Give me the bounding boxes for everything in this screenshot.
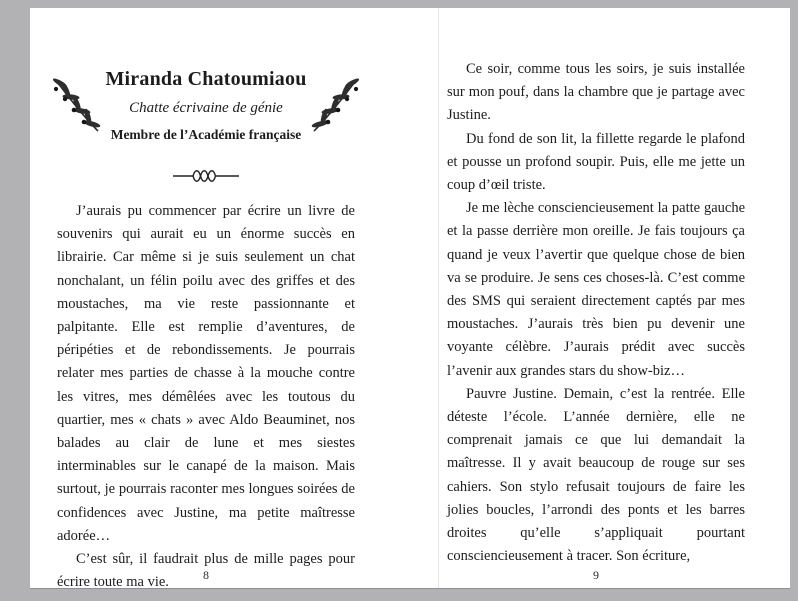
squiggle-divider-icon xyxy=(171,168,241,184)
olive-branch-left-icon xyxy=(48,77,102,135)
chapter-membership: Membre de l’Académie française xyxy=(110,127,302,142)
right-page-text xyxy=(447,58,745,568)
paragraph: J’aurais pu commencer par écrire un livre de souvenirs qui aurait eu un énorme succès en librairie. Car même si je suis seulement un chat nonchalant, un félin poilu avec des griffes et des moustaches, ma vie reste passionnante et palpitante. Elle est remplie d’aventures, de péripéties et de rebondissements. Je pourrais relater mes parties de chasse à la mouche contre les vitres, mes démêlées avec les toutous du quartier, mes « chats » avec Aldo Beauminet, nos balades au clair de lune et mes siestes interminables sur le canapé de la maison. Mais surtout, je pourrais raconter mes longues soirées de confidences avec Justine, ma petite maîtresse adorée… xyxy=(57,203,355,544)
chapter-title-block xyxy=(105,68,306,143)
paragraph: Du fond de son lit, la fillette regarde le plafond et pousse un profond soupir. Puis, elle me jette un coup d’œil triste. xyxy=(447,130,745,194)
paragraph: Je me lèche consciencieusement la patte gauche et la passe derrière mon oreille. Je fais toujours ça quand je veux l’avertir que quelque chose de bien va se produire. Je sens ces choses-là. C’est comme des SMS qui seraient directement captés par mes moustaches. J’aurais très bien pu devenir une voyante célèbre. J’aurais prédit avec succès l’avenir aux grandes stars du show-biz… xyxy=(447,200,745,379)
paragraph: C’est sûr, il faudrait plus de mille pages pour écrire toute ma vie. xyxy=(57,551,355,591)
page-gutter-line xyxy=(438,8,439,588)
olive-branch-right-icon xyxy=(310,77,364,135)
book-spread xyxy=(30,8,790,591)
paragraph: Pauvre Justine. Demain, c’est la rentrée. Elle déteste l’école. L’année dernière, elle ne comprenait jamais ce que lui demandait la maîtresse. Il y avait beaucoup de rouge sur ses cahiers. Son stylo refusait toujours de faire les jolies boucles, l’arrondi des ponts et les barres droites qu’elle s’appliquait pourtant consciencieusement à tracer. Son écriture, xyxy=(447,385,745,565)
chapter-subtitle: Chatte écrivaine de génie xyxy=(129,100,283,116)
left-page-text xyxy=(57,200,355,594)
chapter-title: Miranda Chatoumiaou xyxy=(105,68,307,90)
chapter-header xyxy=(40,68,372,143)
left-page-number: 8 xyxy=(203,568,209,582)
right-page-number: 9 xyxy=(593,568,599,582)
paragraph: Ce soir, comme tous les soirs, je suis installée sur mon pouf, dans la chambre que je partage avec Justine. xyxy=(447,61,745,124)
